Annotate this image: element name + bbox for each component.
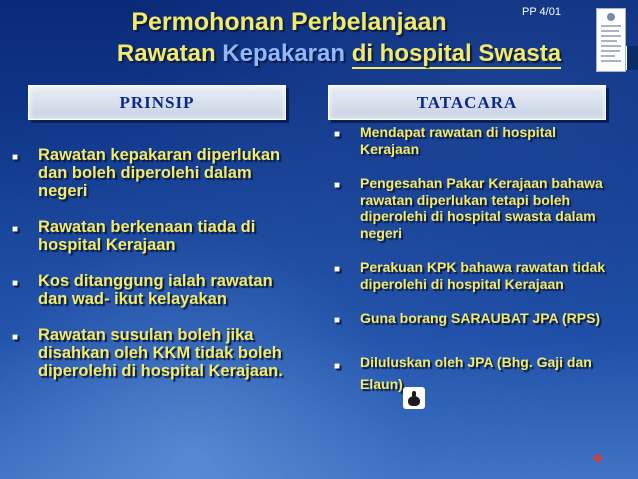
kettlebell-icon[interactable]	[403, 387, 425, 409]
square-bullet-icon: ■	[12, 224, 19, 235]
tatacara-item: ■ Mendapat rawatan di hospital Kerajaan	[334, 124, 557, 157]
square-bullet-icon: ■	[12, 278, 19, 289]
tatacara-item: ■ Guna borang SARAUBAT JPA (RPS)	[330, 310, 615, 327]
doc-line	[601, 55, 615, 57]
title-word-kepakaran: Kepakaran	[222, 40, 346, 67]
slide-title-line2	[0, 40, 638, 68]
slide-reference: PP 4/01	[522, 6, 561, 18]
square-bullet-icon: ■	[12, 152, 19, 163]
document-thumbnail-icon	[596, 8, 626, 72]
prinsip-item: ■ Rawatan kepakaran diperlukan dan boleh diperolehi dalam negeri	[12, 146, 281, 200]
doc-line	[601, 40, 617, 42]
prinsip-item: ■ Kos ditanggung ialah rawatan dan wad- ikut kelayakan	[12, 272, 273, 308]
title-word-swasta: di hospital Swasta	[351, 40, 562, 67]
doc-line	[601, 35, 621, 37]
square-bullet-icon: ■	[334, 315, 341, 326]
prinsip-header: PRINSIP	[28, 85, 286, 120]
square-bullet-icon: ■	[334, 264, 341, 275]
title-word-rawatan: Rawatan	[116, 40, 216, 67]
tatacara-header: TATACARA	[328, 85, 606, 120]
doc-line	[601, 30, 619, 32]
tatacara-item: ■ Perakuan KPK bahawa rawatan tidak diperolehi di hospital Kerajaan	[334, 259, 606, 292]
tatacara-item: ■ Pengesahan Pakar Kerajaan bahawa rawatan diperlukan tetapi boleh diperolehi di hospital swasta dalam negeri	[334, 175, 603, 241]
doc-line	[601, 60, 621, 62]
prinsip-list	[8, 146, 298, 398]
seal-mark	[607, 13, 615, 21]
tatacara-list	[330, 124, 615, 413]
slide-title-line1: Permohonan Perbelanjaan	[131, 8, 447, 36]
prinsip-item: ■ Rawatan susulan boleh jika disahkan oleh KKM tidak boleh diperolehi di hospital Kerajaan.	[12, 326, 283, 380]
navigation-diamond-icon[interactable]: ❖	[591, 450, 605, 466]
doc-line	[601, 45, 621, 47]
square-bullet-icon: ■	[334, 360, 341, 372]
prinsip-item: ■ Rawatan berkenaan tiada di hospital Kerajaan	[12, 218, 256, 254]
square-bullet-icon: ■	[12, 332, 19, 343]
doc-line	[601, 25, 621, 27]
square-bullet-icon: ■	[334, 180, 341, 191]
tatacara-item: ■ Diluluskan oleh JPA (Bhg. Gaji dan Elaun)	[334, 353, 592, 392]
doc-line	[601, 50, 620, 52]
square-bullet-icon: ■	[334, 129, 341, 140]
side-tab	[626, 46, 638, 70]
